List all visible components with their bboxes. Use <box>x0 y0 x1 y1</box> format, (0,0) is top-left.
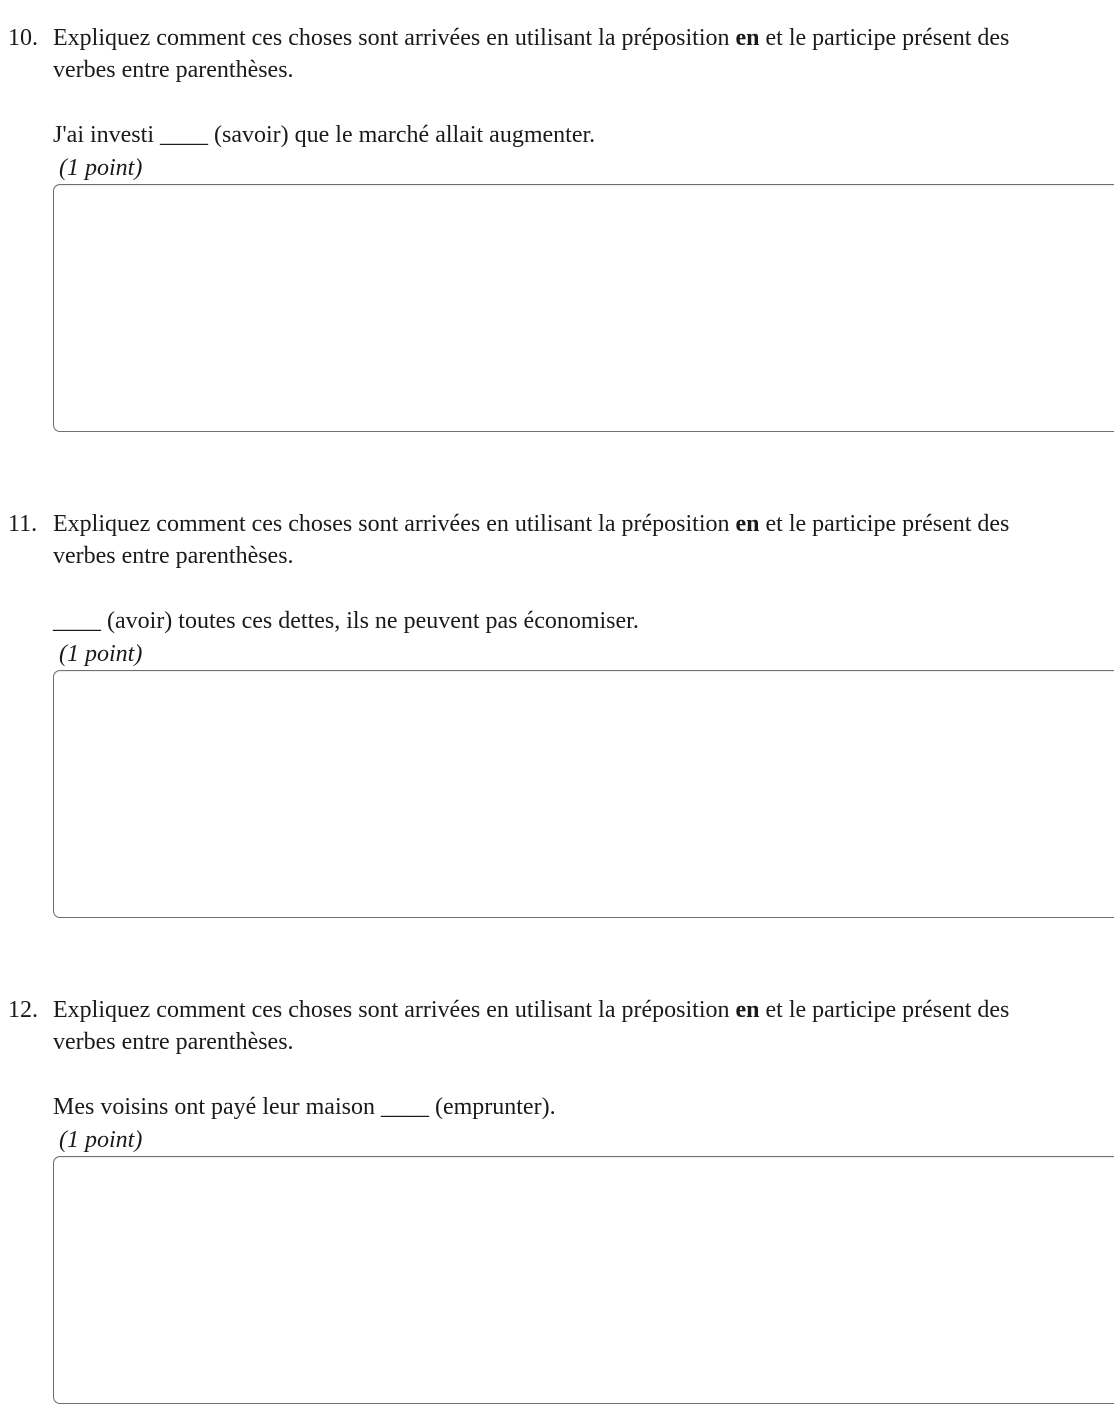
question-number: 10. <box>8 25 38 51</box>
question-sentence: ____ (avoir) toutes ces dettes, ils ne peuvent pas économiser. <box>53 608 639 634</box>
answer-textarea[interactable] <box>53 1156 1114 1404</box>
bold-keyword: en <box>735 511 760 537</box>
question-number: 11. <box>8 511 38 537</box>
question-sentence: J'ai investi ____ (savoir) que le marché allait augmenter. <box>53 122 596 148</box>
bold-keyword: en <box>735 25 760 51</box>
question-sentence: Mes voisins ont payé leur maison ____ (emprunter). <box>53 1094 556 1120</box>
question-instruction: Expliquez comment ces choses sont arrivées en utilisant la préposition en et le participe présent des verbes entre parenthèses. <box>53 997 1010 1055</box>
bold-keyword: en <box>735 997 760 1023</box>
answer-textarea[interactable] <box>53 670 1114 918</box>
question-points: (1 point) <box>59 1127 143 1153</box>
question-points: (1 point) <box>59 155 143 181</box>
question-points: (1 point) <box>59 641 143 667</box>
question-instruction: Expliquez comment ces choses sont arrivées en utilisant la préposition en et le participe présent des verbes entre parenthèses. <box>53 25 1010 83</box>
question-number: 12. <box>8 997 38 1023</box>
answer-textarea[interactable] <box>53 184 1114 432</box>
question-instruction: Expliquez comment ces choses sont arrivées en utilisant la préposition en et le participe présent des verbes entre parenthèses. <box>53 511 1010 569</box>
